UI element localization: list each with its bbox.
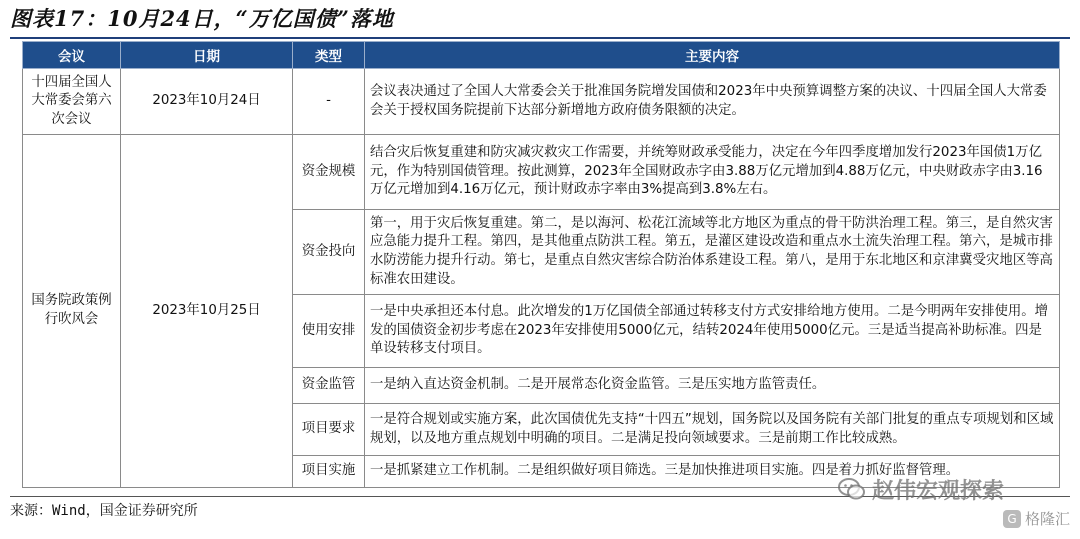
- policy-table: [22, 41, 1060, 488]
- type-cell: 项目实施: [293, 456, 365, 488]
- meeting-type: -: [293, 69, 365, 135]
- watermark-secondary: [1003, 508, 1070, 529]
- content-cell: 一是纳入直达资金机制。二是开展常态化资金监管。三是压实地方监管责任。: [365, 368, 1060, 404]
- type-cell: 资金监管: [293, 368, 365, 404]
- title-divider: [10, 37, 1070, 39]
- content-cell: 一是符合规划或实施方案，此次国债优先支持“十四五”规划，国务院以及国务院有关部门批复的重点专项规划和区域规划，以及地方重点规划中明确的项目。二是满足投向领域要求。三是前期工作比较成熟。: [365, 404, 1060, 456]
- table-row: [23, 69, 1060, 135]
- table-row: [23, 135, 1060, 210]
- meeting-date: 2023年10月24日: [121, 69, 293, 135]
- meeting-date: 2023年10月25日: [121, 135, 293, 488]
- content-cell: 结合灾后恢复重建和防灾减灾救灾工作需要，并统筹财政承受能力，决定在今年四季度增加发行2023年国债1万亿元，作为特别国债管理。按此测算，2023年全国财政赤字由3.88万亿元增加到4.88万亿元，中央财政赤字由3.16万亿元增加到4.16万亿元，预计财政赤字率由3%提高到3.8%左右。: [365, 135, 1060, 210]
- gelonghui-logo-icon: G: [1003, 510, 1021, 528]
- header-date: 日期: [121, 42, 293, 69]
- header-content: 主要内容: [365, 42, 1060, 69]
- table-header-row: [23, 42, 1060, 69]
- watermark-text: 赵伟宏观探索: [872, 478, 1005, 504]
- header-type: 类型: [293, 42, 365, 69]
- meeting-content: 会议表决通过了全国人大常委会关于批准国务院增发国债和2023年中央预算调整方案的决议、十四届全国人大常委会关于授权国务院提前下达部分新增地方政府债务限额的决定。: [365, 69, 1060, 135]
- type-cell: 项目要求: [293, 404, 365, 456]
- watermark-secondary-text: 格隆汇: [1024, 510, 1070, 528]
- type-cell: 资金投向: [293, 210, 365, 295]
- figure-title: 图表17：10月24日，“万亿国债”落地: [10, 6, 394, 31]
- type-cell: 使用安排: [293, 295, 365, 368]
- content-cell: 第一，用于灾后恢复重建。第二，是以海河、松花江流域等北方地区为重点的骨干防洪治理工程。第三，是自然灾害应急能力提升工程。第四，是其他重点防洪工程。第五，是灌区建设改造和重点水土流失治理工程。第六，是城市排水防涝能力提升行动。第七，是重点自然灾害综合防治体系建设工程。第八，是用于东北地区和京津冀受灾地区等高标准农田建设。: [365, 210, 1060, 295]
- header-meeting: 会议: [23, 42, 121, 69]
- type-cell: 资金规模: [293, 135, 365, 210]
- meeting-name: 国务院政策例行吹风会: [23, 135, 121, 488]
- content-cell: 一是中央承担还本付息。此次增发的1万亿国债全部通过转移支付方式安排给地方使用。二是今明两年安排使用。增发的国债资金初步考虑在2023年安排使用5000亿元，结转2024年使用5000亿元。三是适当提高补助标准。四是单设转移支付项目。: [365, 295, 1060, 368]
- watermark: [838, 474, 1004, 504]
- meeting-name: 十四届全国人大常委会第六次会议: [23, 69, 121, 135]
- wechat-icon: [838, 477, 866, 501]
- source-note: 来源：Wind，国金证券研究所: [10, 503, 198, 519]
- content-cell: 一是抓紧建立工作机制。二是组织做好项目筛选。三是加快推进项目实施。四是着力抓好监督管理。: [365, 456, 1060, 488]
